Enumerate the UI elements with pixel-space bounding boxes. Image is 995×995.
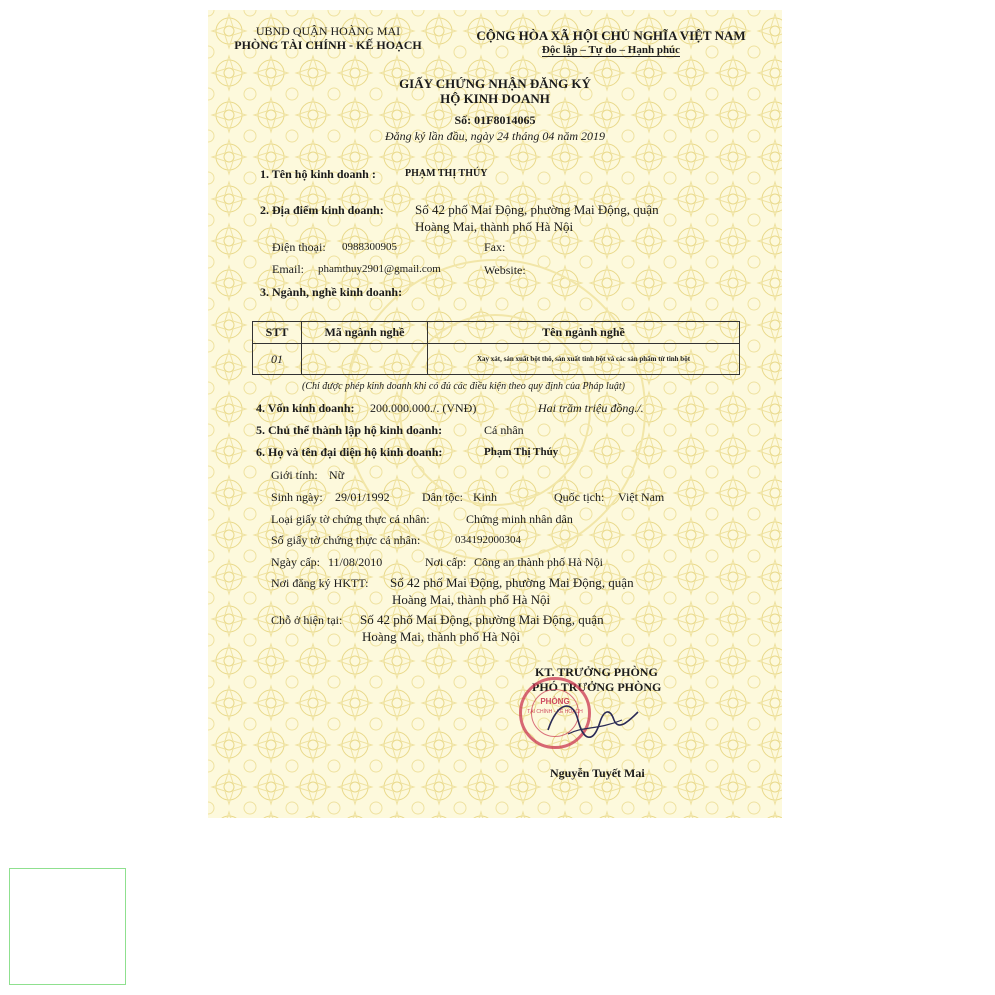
- id-number-label: Số giấy tờ chứng thực cá nhân:: [271, 533, 421, 547]
- row-name: Xay xát, sản xuất bột thô, sản xuất tinh bột và các sản phẩm từ tinh bột: [428, 344, 740, 375]
- certificate-subtitle: HỘ KINH DOANH: [440, 91, 550, 106]
- national-motto: Độc lập – Tự do – Hạnh phúc: [541, 44, 681, 56]
- handwritten-signature: [538, 690, 648, 750]
- row-stt: 01: [253, 344, 302, 375]
- current-address-line1: Số 42 phố Mai Động, phường Mai Động, quận: [360, 612, 604, 627]
- founder-type: Cá nhân: [484, 423, 524, 437]
- empty-frame: [9, 868, 126, 985]
- agency-department: PHÒNG TÀI CHÍNH - KẾ HOẠCH: [234, 38, 422, 52]
- ethnicity-value: Kinh: [473, 490, 497, 504]
- phone-label: Điện thoại:: [272, 240, 326, 254]
- fax-label: Fax:: [484, 240, 506, 254]
- website-label: Website:: [484, 263, 526, 277]
- issue-date-value: 11/08/2010: [328, 555, 383, 569]
- issue-date-label: Ngày cấp:: [271, 555, 320, 569]
- current-address-label: Chỗ ở hiện tại:: [271, 613, 343, 627]
- table-row: [253, 344, 740, 375]
- dob-value: 29/01/1992: [335, 490, 390, 504]
- agency-district: UBND QUẬN HOÀNG MAI: [255, 24, 401, 38]
- id-number-value: 034192000304: [455, 534, 521, 546]
- capital-in-words: Hai trăm triệu đồng./.: [538, 401, 644, 415]
- table-header-row: [253, 322, 740, 344]
- section-1-label: 1. Tên hộ kinh doanh :: [260, 167, 376, 181]
- id-type-label: Loại giấy tờ chứng thực cá nhân:: [271, 512, 430, 526]
- business-name: PHẠM THỊ THÚY: [405, 168, 488, 179]
- business-address-line1: Số 42 phố Mai Động, phường Mai Động, quận: [415, 202, 659, 217]
- gender-value: Nữ: [329, 468, 345, 482]
- nationality-value: Việt Nam: [618, 490, 665, 504]
- id-type-value: Chứng minh nhân dân: [466, 512, 573, 526]
- first-registration-date: Đăng ký lần đầu, ngày 24 tháng 04 năm 2019: [385, 129, 605, 143]
- column-header-stt: STT: [253, 322, 302, 344]
- email-value: phamthuy2901@gmail.com: [318, 263, 441, 275]
- section-5-label: 5. Chủ thể thành lập hộ kinh doanh:: [256, 423, 443, 437]
- capital-value: 200.000.000./. (VNĐ): [370, 401, 477, 415]
- issue-place-value: Công an thành phố Hà Nội: [474, 555, 603, 569]
- section-6-label: 6. Họ và tên đại diện hộ kinh doanh:: [256, 445, 443, 459]
- hktt-line2: Hoàng Mai, thành phố Hà Nội: [392, 592, 551, 607]
- representative-name: Phạm Thị Thúy: [484, 446, 559, 458]
- current-address-line2: Hoàng Mai, thành phố Hà Nội: [362, 629, 521, 644]
- hktt-label: Nơi đăng ký HKTT:: [271, 576, 369, 590]
- column-header-name: Tên ngành nghề: [428, 322, 740, 344]
- section-4-label: 4. Vốn kinh doanh:: [256, 401, 355, 415]
- gender-label: Giới tính:: [271, 468, 318, 482]
- national-title: CỘNG HÒA XÃ HỘI CHỦ NGHĨA VIỆT NAM: [476, 28, 746, 43]
- signatory-title-1: KT. TRƯỞNG PHÒNG: [535, 665, 658, 679]
- hktt-line1: Số 42 phố Mai Động, phường Mai Động, quận: [390, 575, 634, 590]
- email-label: Email:: [272, 262, 304, 276]
- section-3-label: 3. Ngành, nghề kinh doanh:: [260, 285, 403, 299]
- business-address-line2: Hoàng Mai, thành phố Hà Nội: [415, 219, 574, 234]
- signatory-title-2: PHÓ TRƯỞNG PHÒNG: [532, 680, 662, 694]
- column-header-code: Mã ngành nghề: [302, 322, 428, 344]
- signatory-name: Nguyễn Tuyết Mai: [550, 766, 645, 780]
- nationality-label: Quốc tịch:: [554, 490, 605, 504]
- ethnicity-label: Dân tộc:: [422, 490, 463, 504]
- legal-note: (Chỉ được phép kinh doanh khi có đủ các điều kiện theo quy định của Pháp luật): [302, 381, 625, 392]
- issue-place-label: Nơi cấp:: [425, 555, 467, 569]
- certificate-document: [208, 10, 782, 818]
- official-stamp: PHÒNG TÀI CHÍNH - KẾ HOẠCH: [519, 677, 591, 749]
- row-code: [302, 344, 428, 375]
- certificate-title: GIẤY CHỨNG NHẬN ĐĂNG KÝ: [399, 76, 591, 91]
- business-lines-table: [252, 321, 740, 375]
- dob-label: Sinh ngày:: [271, 490, 323, 504]
- phone-value: 0988300905: [342, 241, 397, 253]
- section-2-label: 2. Địa điểm kinh doanh:: [260, 203, 384, 217]
- certificate-number: Số: 01F8014065: [454, 113, 536, 127]
